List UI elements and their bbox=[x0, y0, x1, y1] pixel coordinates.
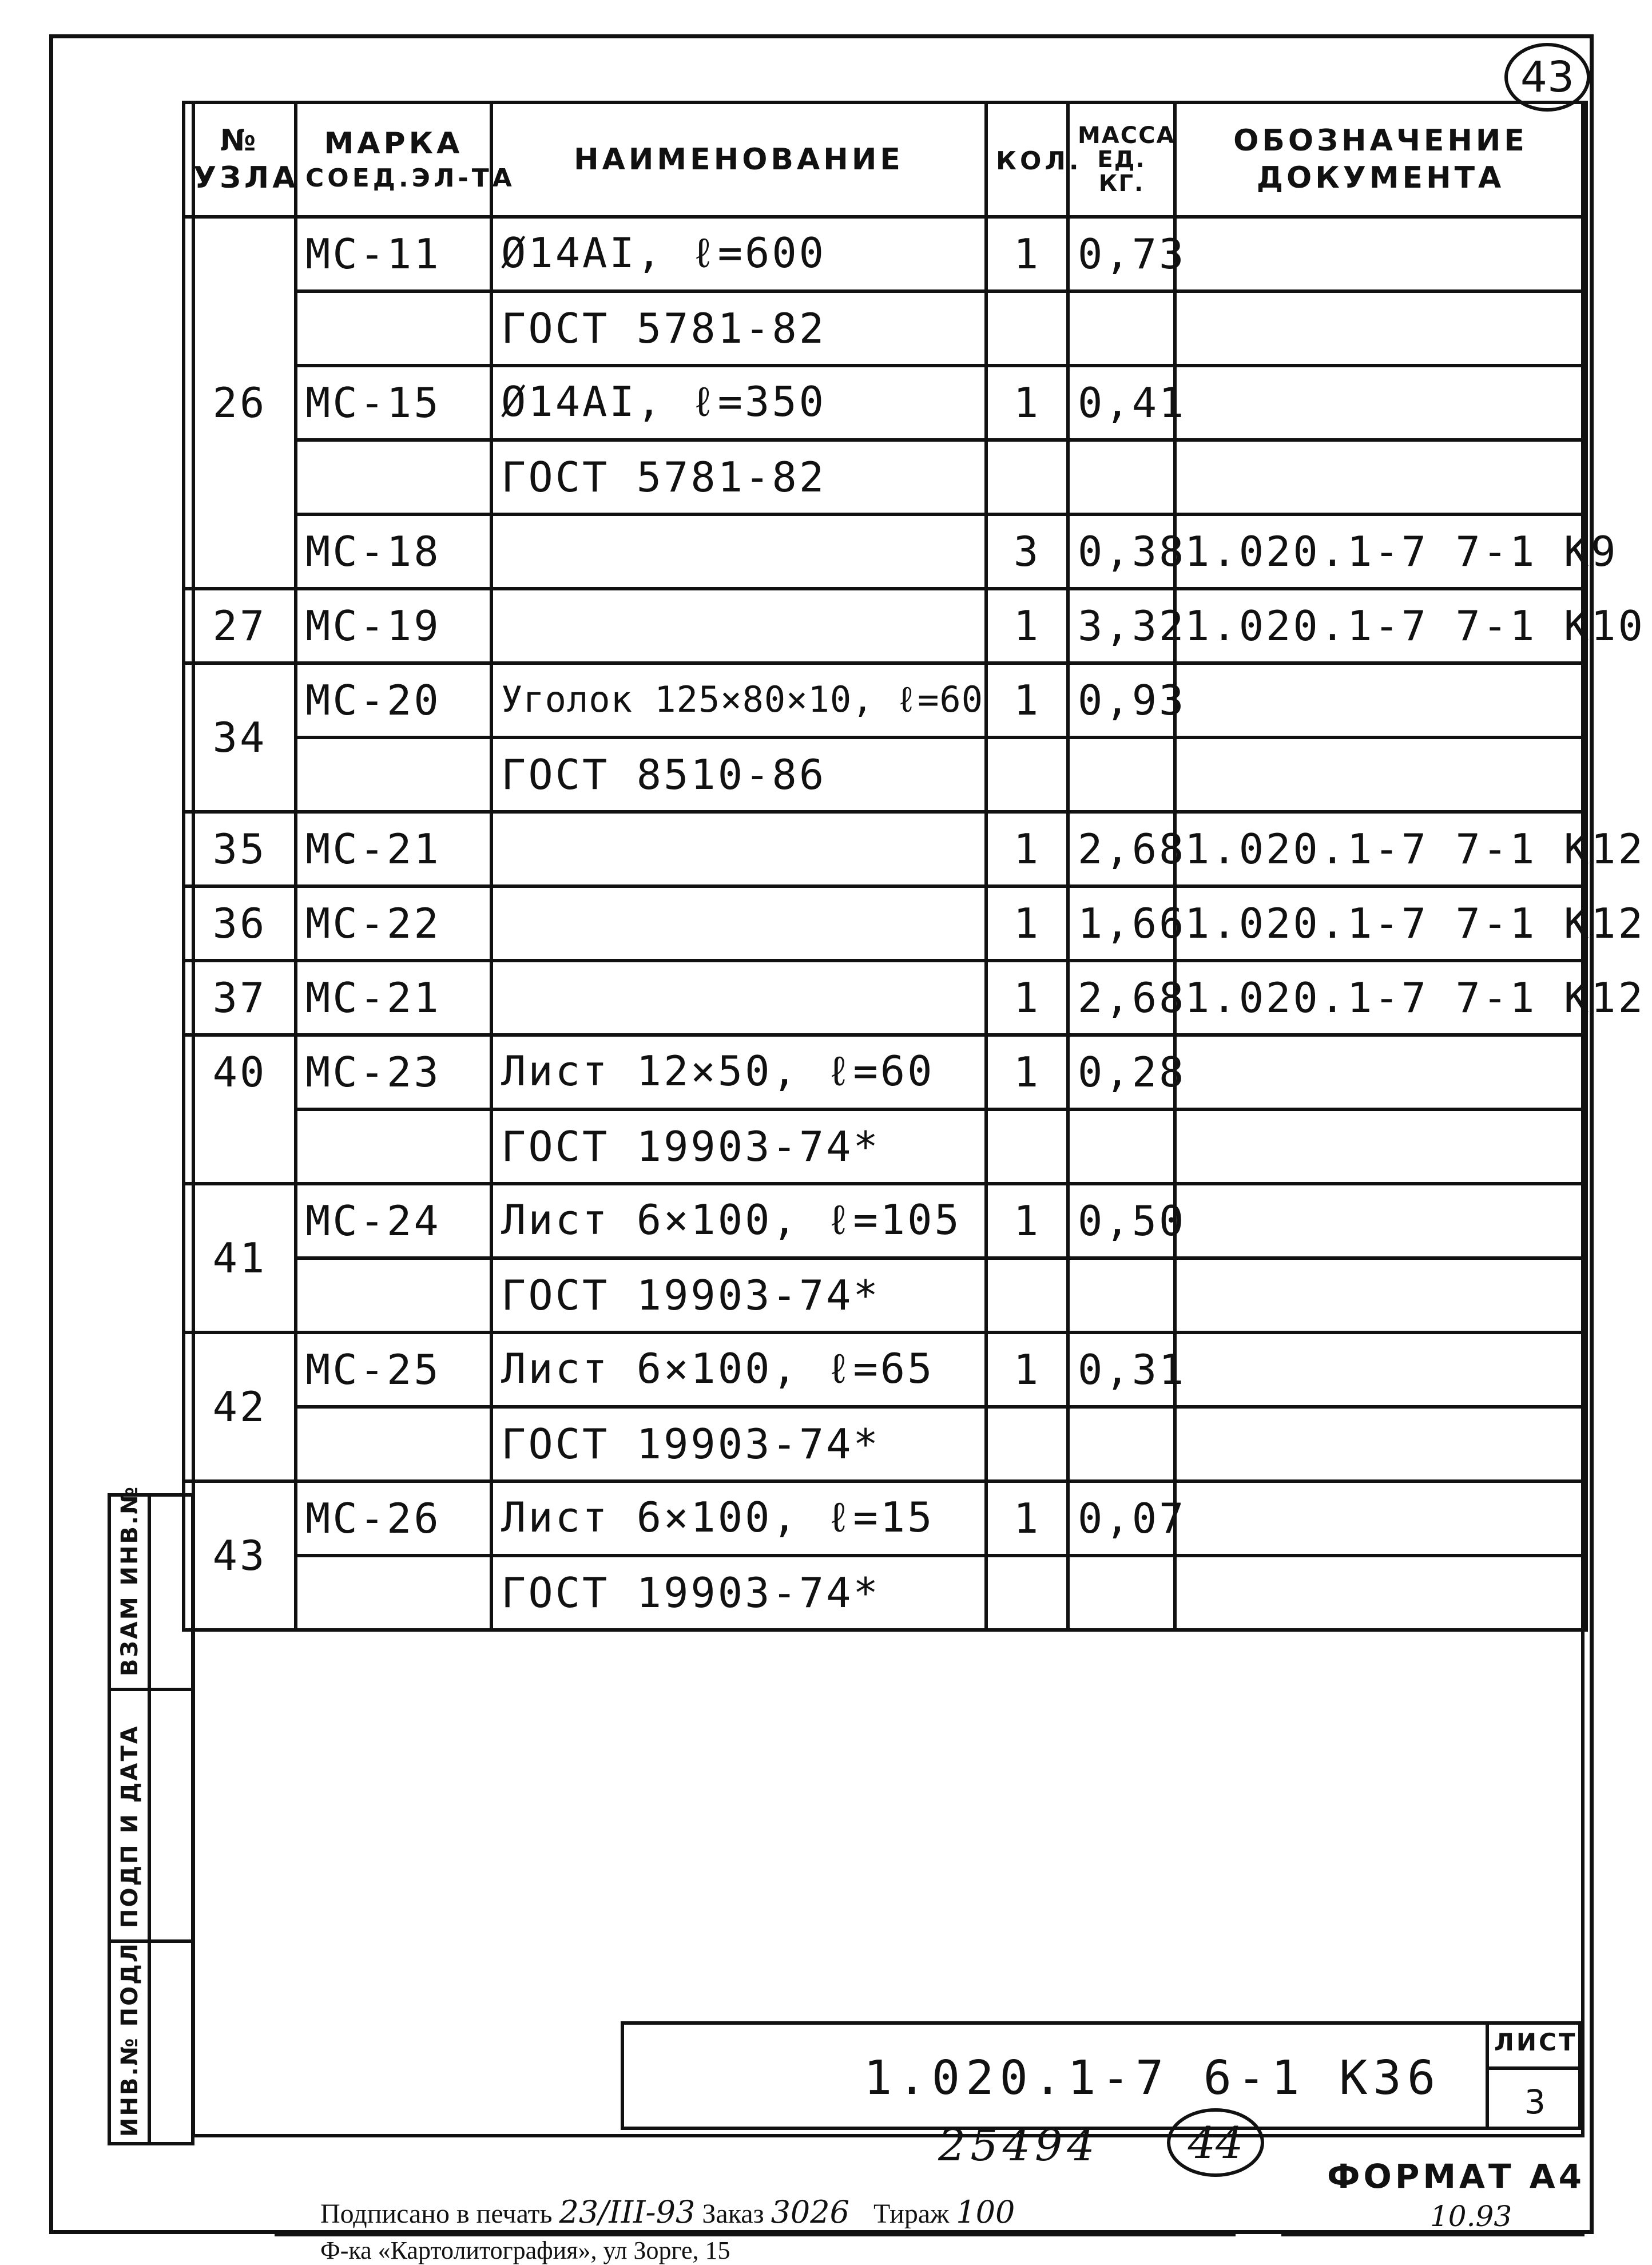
cell-mass: 0,41 bbox=[1068, 366, 1175, 440]
cell-mark bbox=[296, 1109, 491, 1184]
cell-name bbox=[491, 589, 986, 663]
table-row bbox=[184, 1109, 1586, 1184]
right-underline bbox=[1281, 2234, 1585, 2236]
side-strip-divider-1 bbox=[108, 1688, 194, 1691]
table-row bbox=[184, 1481, 1586, 1556]
cell-mass bbox=[1068, 1407, 1175, 1481]
cell-doc bbox=[1175, 1109, 1586, 1184]
circled-page-badge bbox=[1167, 2108, 1264, 2177]
cell-doc bbox=[1175, 1258, 1586, 1332]
cell-mass bbox=[1068, 1556, 1175, 1630]
cell-name bbox=[491, 514, 986, 589]
header-mass-line2: ЕД. bbox=[1097, 146, 1146, 173]
cell-qty bbox=[986, 1407, 1068, 1481]
cell-doc bbox=[1175, 1481, 1586, 1556]
table-row bbox=[184, 514, 1586, 589]
cell-doc bbox=[1175, 291, 1586, 366]
cell-mark: МС-22 bbox=[296, 886, 491, 961]
header-mass bbox=[1068, 102, 1175, 217]
cell-node: 41 bbox=[184, 1184, 296, 1332]
right-handwritten-note: 10.93 bbox=[1430, 2200, 1512, 2233]
cell-name: ГОСТ 19903-74* bbox=[491, 1258, 986, 1332]
cell-qty bbox=[986, 440, 1068, 514]
table-row bbox=[184, 1184, 1586, 1258]
cell-node: 42 bbox=[184, 1332, 296, 1481]
cell-mass bbox=[1068, 1109, 1175, 1184]
page-number: 43 bbox=[1520, 53, 1575, 102]
cell-node: 34 bbox=[184, 663, 296, 812]
cell-doc: 1.020.1-7 7-1 К12 bbox=[1175, 961, 1586, 1035]
table-row bbox=[184, 812, 1586, 886]
header-name-text: НАИМЕНОВАНИЕ bbox=[574, 142, 904, 177]
cell-qty: 1 bbox=[986, 366, 1068, 440]
header-mark bbox=[296, 102, 515, 217]
cell-doc bbox=[1175, 1035, 1586, 1109]
cell-name bbox=[491, 886, 986, 961]
cell-mass: 3,32 bbox=[1068, 589, 1175, 663]
cell-qty bbox=[986, 1556, 1068, 1630]
cell-node: 37 bbox=[184, 961, 296, 1035]
title-block-divider-v bbox=[1486, 2021, 1489, 2130]
cell-name: Лист 6×100, ℓ=105 bbox=[491, 1184, 986, 1258]
table-row bbox=[184, 589, 1586, 663]
header-node-line1: № bbox=[220, 124, 260, 158]
cell-doc: 1.020.1-7 7-1 К9 bbox=[1175, 514, 1586, 589]
cell-mass: 0,38 bbox=[1068, 514, 1175, 589]
cell-name: ГОСТ 19903-74* bbox=[491, 1109, 986, 1184]
cell-node: 27 bbox=[184, 589, 296, 663]
specification-table bbox=[182, 101, 1645, 1632]
cell-qty: 1 bbox=[986, 961, 1068, 1035]
run-label: Тираж bbox=[873, 2199, 950, 2229]
cell-mark bbox=[296, 1407, 491, 1481]
cell-mark: МС-23 bbox=[296, 1035, 491, 1109]
cell-qty: 1 bbox=[986, 1332, 1068, 1407]
cell-doc bbox=[1175, 1184, 1586, 1258]
header-mark-line2: СОЕД.ЭЛ-ТА bbox=[305, 164, 515, 193]
table-row bbox=[184, 1407, 1586, 1481]
cell-mass bbox=[1068, 291, 1175, 366]
cell-mass: 2,68 bbox=[1068, 961, 1175, 1035]
cell-name: ГОСТ 5781-82 bbox=[491, 440, 986, 514]
cell-name: ГОСТ 5781-82 bbox=[491, 291, 986, 366]
cell-mark: МС-24 bbox=[296, 1184, 491, 1258]
cell-node: 35 bbox=[184, 812, 296, 886]
cell-name: Уголок 125×80×10, ℓ=60 bbox=[491, 663, 986, 737]
table-row bbox=[184, 1258, 1586, 1332]
header-node-line2: УЗЛА bbox=[193, 161, 299, 195]
sheet-label: ЛИСТ bbox=[1494, 2028, 1578, 2056]
cell-mass bbox=[1068, 440, 1175, 514]
cell-node: 43 bbox=[184, 1481, 296, 1630]
cell-name bbox=[491, 961, 986, 1035]
cell-doc bbox=[1175, 663, 1586, 737]
side-label-swap-inv: ВЗАМ ИНВ.№ bbox=[117, 1485, 143, 1676]
cell-mark: МС-21 bbox=[296, 812, 491, 886]
cell-qty: 1 bbox=[986, 886, 1068, 961]
table-row bbox=[184, 291, 1586, 366]
cell-mass: 2,68 bbox=[1068, 812, 1175, 886]
cell-name: ГОСТ 19903-74* bbox=[491, 1407, 986, 1481]
cell-doc bbox=[1175, 440, 1586, 514]
print-info-line bbox=[320, 2194, 1015, 2230]
header-node bbox=[184, 102, 299, 217]
cell-name bbox=[491, 812, 986, 886]
cell-mass: 0,31 bbox=[1068, 1332, 1175, 1407]
cell-mass bbox=[1068, 1258, 1175, 1332]
side-strip-col-b bbox=[148, 1493, 194, 2145]
cell-node: 40 bbox=[184, 1035, 296, 1184]
cell-doc bbox=[1175, 1332, 1586, 1407]
cell-doc bbox=[1175, 217, 1586, 291]
header-qty-text: КОЛ. bbox=[996, 146, 1082, 176]
title-block-divider-h bbox=[1486, 2066, 1582, 2070]
cell-qty: 1 bbox=[986, 812, 1068, 886]
side-label-inv-no: ИНВ.№ ПОДЛ bbox=[117, 1941, 143, 2137]
cell-mass: 0,50 bbox=[1068, 1184, 1175, 1258]
cell-mark: МС-20 bbox=[296, 663, 491, 737]
side-label-sign-date: ПОДП И ДАТА bbox=[117, 1724, 143, 1928]
cell-mass: 0,07 bbox=[1068, 1481, 1175, 1556]
cell-mass: 0,93 bbox=[1068, 663, 1175, 737]
sheet-number: 3 bbox=[1524, 2082, 1546, 2121]
cell-mark bbox=[296, 1556, 491, 1630]
cell-mark: МС-18 bbox=[296, 514, 491, 589]
header-doc-line2: ДОКУМЕНТА bbox=[1256, 161, 1505, 195]
cell-name: Ø14АI, ℓ=350 bbox=[491, 366, 986, 440]
cell-mass bbox=[1068, 737, 1175, 812]
cell-name: Лист 6×100, ℓ=15 bbox=[491, 1481, 986, 1556]
cell-doc bbox=[1175, 737, 1586, 812]
cell-name: ГОСТ 19903-74* bbox=[491, 1556, 986, 1630]
cell-node: 26 bbox=[184, 217, 296, 589]
header-qty bbox=[986, 102, 1082, 217]
paper-format: ФОРМАТ А4 bbox=[1327, 2157, 1585, 2196]
table-row bbox=[184, 1556, 1586, 1630]
cell-qty bbox=[986, 1258, 1068, 1332]
cell-node: 36 bbox=[184, 886, 296, 961]
table-row bbox=[184, 1332, 1586, 1407]
cell-qty bbox=[986, 291, 1068, 366]
cell-doc bbox=[1175, 1556, 1586, 1630]
cell-mass: 1,66 bbox=[1068, 886, 1175, 961]
run-number: 100 bbox=[956, 2194, 1015, 2230]
cell-doc bbox=[1175, 366, 1586, 440]
cell-mark bbox=[296, 291, 491, 366]
cell-doc: 1.020.1-7 7-1 К10 bbox=[1175, 589, 1586, 663]
cell-mass: 0,28 bbox=[1068, 1035, 1175, 1109]
signed-date: 23/III-93 bbox=[559, 2194, 696, 2230]
cell-mass: 0,73 bbox=[1068, 217, 1175, 291]
cell-mark bbox=[296, 737, 491, 812]
cell-qty: 1 bbox=[986, 1035, 1068, 1109]
frame-bottom-rule bbox=[192, 2134, 1585, 2137]
signed-label: Подписано в печать bbox=[320, 2199, 553, 2229]
table-row bbox=[184, 961, 1586, 1035]
cell-qty bbox=[986, 737, 1068, 812]
cell-doc: 1.020.1-7 7-1 К12 bbox=[1175, 812, 1586, 886]
cell-doc: 1.020.1-7 7-1 К12 bbox=[1175, 886, 1586, 961]
cell-mark: МС-15 bbox=[296, 366, 491, 440]
cell-mark: МС-21 bbox=[296, 961, 491, 1035]
cell-name: Лист 6×100, ℓ=65 bbox=[491, 1332, 986, 1407]
cell-mark: МС-25 bbox=[296, 1332, 491, 1407]
table-row bbox=[184, 663, 1586, 737]
header-mass-line3: КГ. bbox=[1098, 170, 1145, 197]
cell-mark bbox=[296, 1258, 491, 1332]
circled-page-number: 44 bbox=[1188, 2117, 1244, 2168]
cell-qty bbox=[986, 1109, 1068, 1184]
table-row bbox=[184, 1035, 1586, 1109]
table-body bbox=[184, 217, 1645, 1630]
factory-line: Ф-ка «Картолитография», ул Зорге, 15 bbox=[320, 2236, 730, 2264]
cell-qty: 1 bbox=[986, 1184, 1068, 1258]
table-header-row bbox=[184, 102, 1586, 217]
cell-mark: МС-19 bbox=[296, 589, 491, 663]
side-approval-strip bbox=[108, 1485, 194, 2145]
header-name bbox=[491, 102, 986, 217]
cell-qty: 3 bbox=[986, 514, 1068, 589]
cell-name: Ø14АI, ℓ=600 bbox=[491, 217, 986, 291]
table-row bbox=[184, 366, 1586, 440]
order-label: Заказ bbox=[702, 2199, 764, 2229]
order-number: 3026 bbox=[771, 2194, 850, 2230]
cell-name: Лист 12×50, ℓ=60 bbox=[491, 1035, 986, 1109]
table-row bbox=[184, 440, 1586, 514]
table-row bbox=[184, 886, 1586, 961]
cell-mark: МС-26 bbox=[296, 1481, 491, 1556]
archive-number: 25494 bbox=[938, 2120, 1099, 2171]
header-doc-line1: ОБОЗНАЧЕНИЕ bbox=[1233, 124, 1528, 158]
cell-qty: 1 bbox=[986, 663, 1068, 737]
cell-mark: МС-11 bbox=[296, 217, 491, 291]
cell-mark bbox=[296, 440, 491, 514]
document-code: 1.020.1-7 6-1 К36 bbox=[864, 2051, 1441, 2105]
cell-qty: 1 bbox=[986, 589, 1068, 663]
cell-qty: 1 bbox=[986, 1481, 1068, 1556]
cell-qty: 1 bbox=[986, 217, 1068, 291]
header-mass-line1: МАССА bbox=[1078, 122, 1176, 149]
header-mark-line1: МАРКА bbox=[324, 126, 463, 161]
table-row bbox=[184, 737, 1586, 812]
table-row bbox=[184, 217, 1586, 291]
cell-name: ГОСТ 8510-86 bbox=[491, 737, 986, 812]
cell-doc bbox=[1175, 1407, 1586, 1481]
header-doc bbox=[1175, 102, 1586, 217]
